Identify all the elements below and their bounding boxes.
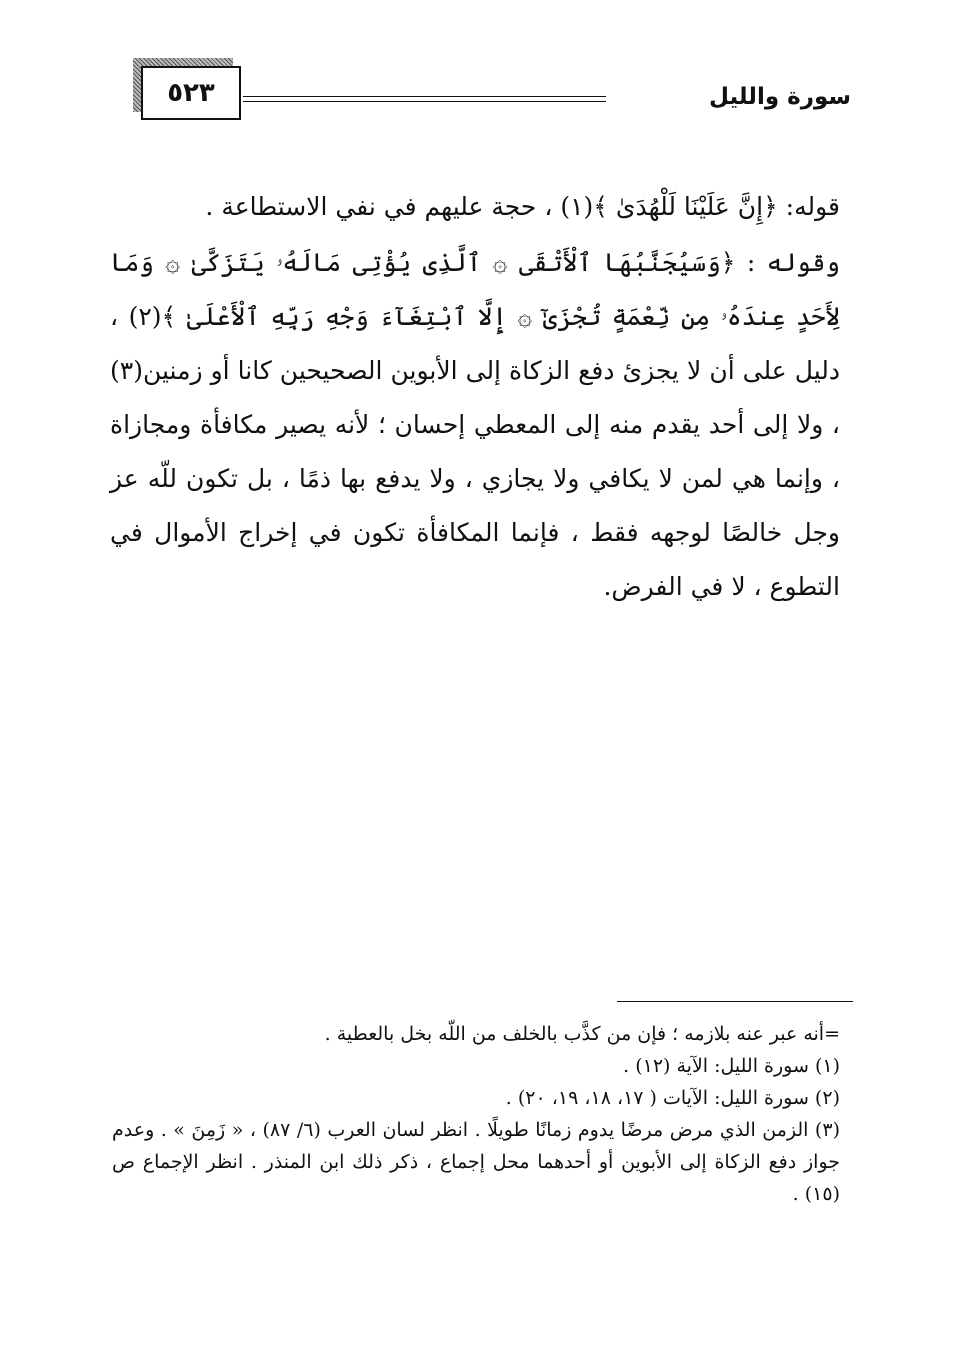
paragraph-2: وقوله : ﴿وَسَيُجَنَّبُهَا ٱلْأَتْقَى ۞ ٱلَّذِى يُؤْتِى مَالَهُۥ يَتَزَكَّىٰ ۞ وَمَا لِأَحَدٍ عِندَهُۥ مِن نِّعْمَةٍ تُجْزَىٰٓ ۞ إِلَّا ٱبْتِغَآءَ وَجْهِ رَبِّهِ ٱلْأَعْلَىٰ ﴾(٢) ، دليل على أن لا يجزئ دفع الزكاة إلى الأبوين الصحيحين كانا أو زمنين(٣) ، ولا إلى أحد يقدم منه إلى المعطي إحسان ؛ لأنه يصير مكافأة ومجازاة ، وإنما هي لمن لا يكافي ولا يجازي ، ولا يدفع بها ذمًا ، بل تكون للّه عز وجل خالصًا لوجهه فقط ، فإنما المكافأة تكون في إخراج الأموال في التطوع ، لا في الفرض. xyxy=(110,248,840,601)
header-rule-bottom xyxy=(243,101,606,102)
page-number-box xyxy=(133,58,241,120)
footnotes xyxy=(112,1018,840,1210)
footnote-continuation: =أنه عبر عنه بلازمه ؛ فإن من كذَّب بالخلف من اللّه بخل بالعطية . xyxy=(324,1023,840,1045)
footnote-2: (٢) سورة الليل: الآيات ( ١٧، ١٨، ١٩، ٢٠) . xyxy=(505,1087,840,1109)
footnote-1: (١) سورة الليل: الآية (١٢) . xyxy=(623,1055,840,1077)
page-number: ٥٢٣ xyxy=(141,66,241,120)
main-text xyxy=(110,180,840,614)
footnote-3: (٣) الزمن الذي مرض مرضًا يدوم زمانًا طويلًا . انظر لسان العرب (٦/ ٨٧) ، « زَمِنَ » . وعدم جواز دفع الزكاة إلى الأبوين أو أحدهما محل إجماع ، ذكر ذلك ابن المنذر . انظر الإجماع ص (١٥) . xyxy=(112,1119,840,1205)
surah-title: سورة والليل xyxy=(709,84,851,110)
header-rule-top xyxy=(243,96,606,97)
footnote-separator xyxy=(617,1001,853,1002)
paragraph-1: قوله: ﴿إِنَّ عَلَيْنَا لَلْهُدَىٰ ﴾(١) ، حجة عليهم في نفي الاستطاعة . xyxy=(205,192,840,221)
